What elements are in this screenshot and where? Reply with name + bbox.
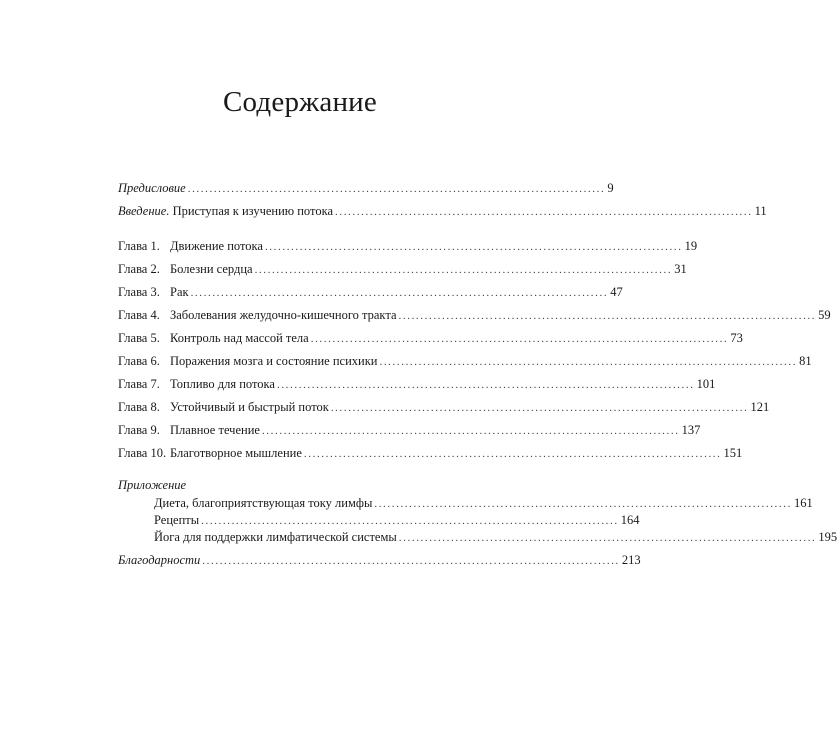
page-number: 101 — [696, 377, 716, 391]
page-number: 47 — [610, 285, 623, 299]
chapter-number: Глава 10. — [118, 446, 167, 460]
toc-entry-chapter[interactable] — [118, 377, 716, 393]
dot-leader: ................................................................................................ — [201, 515, 619, 527]
page-number: 19 — [684, 239, 698, 253]
appendix-heading: Приложение — [118, 478, 187, 492]
dot-leader: ................................................................................................ — [254, 264, 673, 276]
toc-entry-appendix[interactable] — [154, 496, 813, 512]
chapter-number: Глава 3. — [118, 285, 160, 299]
toc-entry-appendix[interactable] — [154, 513, 640, 529]
page-number: 11 — [754, 204, 767, 218]
chapter-number: Глава 7. — [118, 377, 160, 391]
dot-leader: ................................................................................................ — [398, 310, 817, 322]
chapter-title: Движение потока — [170, 239, 263, 253]
chapter-number: Глава 1. — [118, 239, 160, 253]
page-number: 9 — [607, 181, 614, 195]
toc-entry-preface[interactable] — [118, 181, 614, 197]
page-number: 73 — [730, 331, 743, 345]
toc-entry-chapter[interactable] — [118, 331, 743, 347]
toc-entry-chapter[interactable] — [118, 400, 770, 416]
chapter-title: Плавное течение — [170, 423, 260, 437]
chapter-number: Глава 6. — [118, 354, 160, 368]
dot-leader: ................................................................................................ — [374, 498, 792, 510]
toc-entry-chapter[interactable] — [118, 239, 698, 255]
dot-leader: ................................................................................................ — [276, 379, 695, 391]
page-number: 195 — [818, 530, 837, 544]
chapter-number: Глава 2. — [118, 262, 160, 276]
page-number: 121 — [750, 400, 770, 414]
dot-leader: ................................................................................................ — [187, 183, 606, 195]
toc-entry-title: Благодарности — [118, 553, 201, 567]
dot-leader: ................................................................................................ — [379, 356, 798, 368]
chapter-number: Глава 8. — [118, 400, 160, 414]
page-number: 137 — [681, 423, 701, 437]
page-number: 161 — [793, 496, 813, 510]
dot-leader: ................................................................................................ — [398, 532, 817, 544]
chapter-title: Топливо для потока — [170, 377, 275, 391]
toc-entry-label: Введение. — [118, 204, 170, 218]
toc-entry-introduction[interactable] — [118, 204, 767, 220]
toc-entry-chapter[interactable] — [118, 285, 623, 301]
page-number: 59 — [818, 308, 831, 322]
page-number: 213 — [621, 553, 641, 567]
chapter-title: Контроль над массой тела — [170, 331, 309, 345]
toc-entry-chapter[interactable] — [118, 308, 831, 324]
toc-entry-title: Приступая к изучению потока — [169, 204, 333, 218]
page-number: 81 — [799, 354, 812, 368]
page-title: Содержание — [223, 86, 377, 118]
chapter-title: Заболевания желудочно-кишечного тракта — [170, 308, 397, 322]
page-number: 164 — [620, 513, 640, 527]
toc-entry-chapter[interactable] — [118, 262, 687, 278]
dot-leader: ................................................................................................ — [303, 448, 722, 460]
toc-entry-chapter[interactable] — [118, 354, 812, 370]
page-number: 31 — [674, 262, 687, 276]
chapter-number: Глава 5. — [118, 331, 160, 345]
dot-leader: ................................................................................................ — [310, 333, 729, 345]
dot-leader: ................................................................................................ — [330, 402, 749, 414]
page-number: 151 — [723, 446, 743, 460]
appendix-item-title: Йога для поддержки лимфатической системы — [154, 530, 397, 544]
chapter-title: Устойчивый и быстрый поток — [170, 400, 329, 414]
dot-leader: ................................................................................................ — [261, 425, 680, 437]
dot-leader: ................................................................................................ — [202, 555, 620, 567]
chapter-number: Глава 4. — [118, 308, 160, 322]
toc-entry-acknowledgements[interactable] — [118, 553, 641, 569]
chapter-title: Болезни сердца — [170, 262, 253, 276]
dot-leader: ................................................................................................ — [264, 241, 683, 253]
chapter-title: Благотворное мышление — [170, 446, 302, 460]
toc-entry-chapter[interactable] — [118, 446, 743, 462]
toc-entry-chapter[interactable] — [118, 423, 701, 439]
appendix-item-title: Рецепты — [154, 513, 200, 527]
chapter-title: Поражения мозга и состояние психики — [170, 354, 378, 368]
appendix-item-title: Диета, благоприятствующая току лимфы — [154, 496, 373, 510]
toc-entry-title: Предисловие — [118, 181, 186, 195]
dot-leader: ................................................................................................ — [190, 287, 609, 299]
dot-leader: ................................................................................................ — [335, 206, 753, 218]
chapter-title: Рак — [170, 285, 189, 299]
chapter-number: Глава 9. — [118, 423, 160, 437]
toc-entry-appendix[interactable] — [154, 530, 837, 546]
